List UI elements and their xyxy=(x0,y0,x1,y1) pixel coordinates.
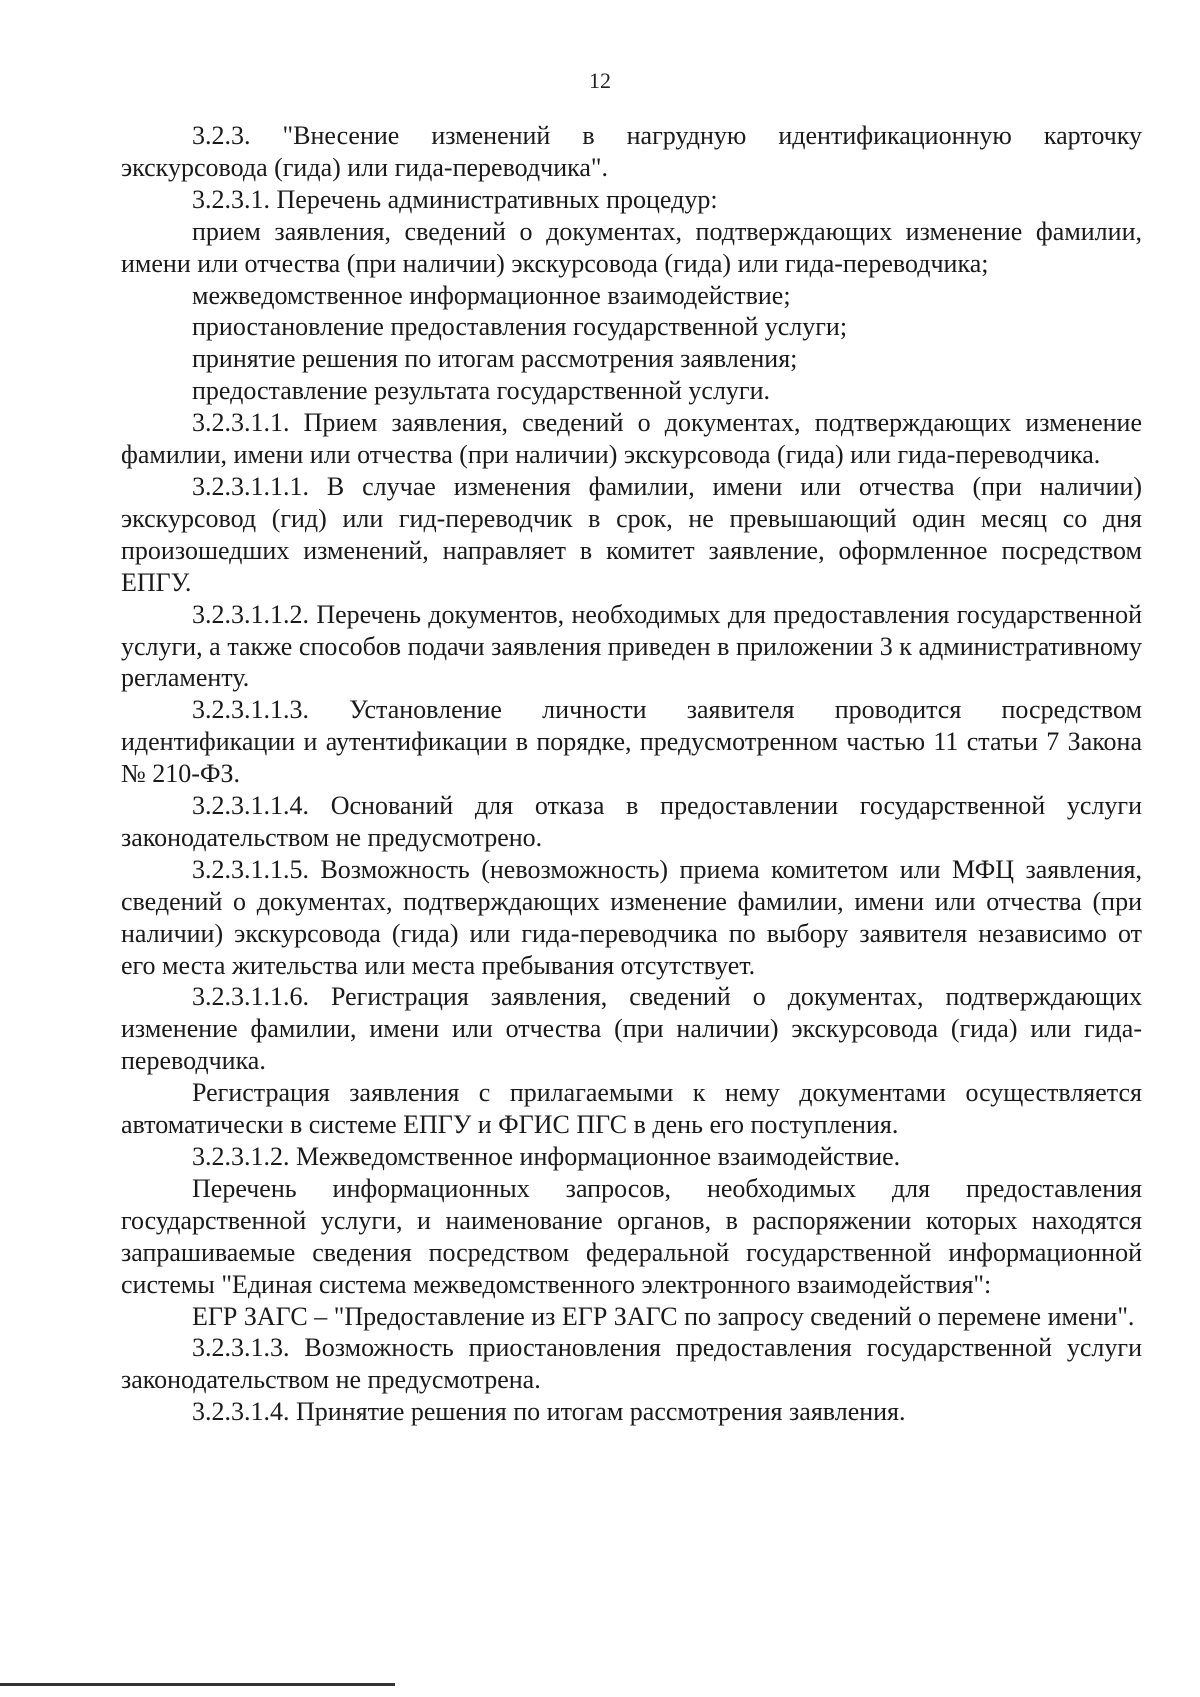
paragraph: межведомственное информационное взаимодействие; xyxy=(192,280,791,310)
paragraph: 3.2.3.1.1.1. В случае изменения фамилии, имени или отчества (при наличии) экскурсовод (гид) или гид-переводчик в срок, не превышающий один месяц со дня произошедших изменений, направляет в комитет заявление, оформленное посредством ЕПГУ. xyxy=(121,471,1142,597)
paragraph: принятие решения по итогам рассмотрения заявления; xyxy=(192,344,798,374)
document-body xyxy=(121,120,1142,1428)
page-number: 12 xyxy=(589,68,611,93)
paragraph: 3.2.3.1.1.4. Оснований для отказа в предоставлении государственной услуги законодательством не предусмотрено. xyxy=(121,791,1142,852)
paragraph: ЕГР ЗАГС – "Предоставление из ЕГР ЗАГС по запросу сведений о перемене имени". xyxy=(192,1301,1135,1331)
section-heading: 3.2.3. "Внесение изменений в нагрудную идентификационную карточку экскурсовода (гида) или гида-переводчика". xyxy=(121,121,1142,182)
paragraph: 3.2.3.1.4. Принятие решения по итогам рассмотрения заявления. xyxy=(192,1397,906,1427)
paragraph: 3.2.3.1.1.6. Регистрация заявления, сведений о документах, подтверждающих изменение фамилии, имени или отчества (при наличии) экскурсовода (гида) или гида-переводчика. xyxy=(121,982,1142,1076)
paragraph: 3.2.3.1.1. Прием заявления, сведений о документах, подтверждающих изменение фамилии, имени или отчества (при наличии) экскурсовода (гида) или гида-переводчика. xyxy=(121,408,1142,470)
bottom-rule xyxy=(0,1683,395,1686)
paragraph: Регистрация заявления с прилагаемыми к нему документами осуществляется автоматически в системе ЕПГУ и ФГИС ПГС в день его поступления. xyxy=(121,1078,1142,1140)
paragraph: 3.2.3.1. Перечень административных процедур: xyxy=(192,184,718,214)
paragraph: прием заявления, сведений о документах, подтверждающих изменение фамилии, имени или отчества (при наличии) экскурсовода (гида) или гида-переводчика; xyxy=(121,216,1142,278)
paragraph: предоставление результата государственной услуги. xyxy=(192,376,771,406)
paragraph: 3.2.3.1.1.3. Установление личности заявителя проводится посредством идентификации и аутентификации в порядке, предусмотренном частью 11 статьи 7 Закона № 210-ФЗ. xyxy=(121,695,1142,789)
paragraph: 3.2.3.1.1.5. Возможность (невозможность) приема комитетом или МФЦ заявления, сведений о документах, подтверждающих изменение фамилии, имени или отчества (при наличии) экскурсовода (гида) или гида-переводчика по выбору заявителя независимо от его места жительства или места пребывания отсутствует. xyxy=(121,854,1142,980)
paragraph: Перечень информационных запросов, необходимых для предоставления государственной услуги, и наименование органов, в распоряжении которых находятся запрашиваемые сведения посредством федеральной государственной информационной системы "Единая система межведомственного электронного взаимодействия": xyxy=(121,1173,1142,1299)
paragraph: 3.2.3.1.1.2. Перечень документов, необходимых для предоставления государственной услуги, а также способов подачи заявления приведен в приложении 3 к административному регламенту. xyxy=(121,599,1142,693)
paragraph: приостановление предоставления государственной услуги; xyxy=(192,312,848,342)
paragraph: 3.2.3.1.3. Возможность приостановления предоставления государственной услуги законодательством не предусмотрена. xyxy=(121,1333,1142,1395)
paragraph: 3.2.3.1.2. Межведомственное информационное взаимодействие. xyxy=(192,1142,901,1171)
